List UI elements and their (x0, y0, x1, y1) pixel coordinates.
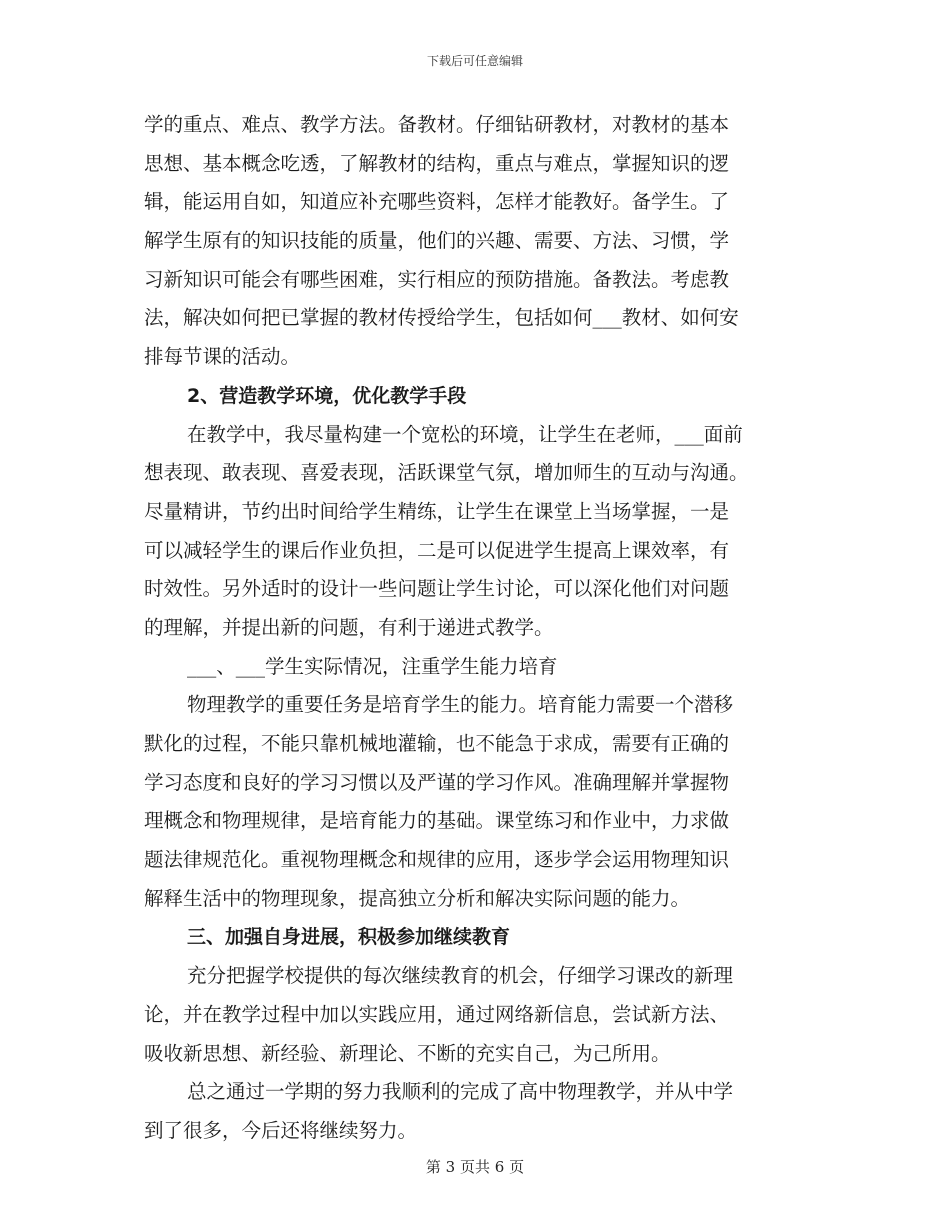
text-line: 可以减轻学生的课后作业负担，二是可以促进学生提高上课效率，有 (144, 538, 730, 562)
text-line: 题法律规范化。重视物理概念和规律的应用，逐步学会运用物理知识 (144, 848, 730, 872)
text-line: ___、___学生实际情况，注重学生能力培育 (187, 654, 558, 678)
text-line: 论，并在教学过程中加以实践应用，通过网络新信息，尝试新方法、 (144, 1002, 730, 1026)
text-line: 想表现、敢表现、喜爱表现，活跃课堂气氛，增加师生的互动与沟通。 (144, 461, 749, 485)
text-line: 吸收新思想、新经验、新理论、不断的充实自己，为己所用。 (144, 1041, 671, 1065)
text-line: 时效性。另外适时的设计一些问题让学生讨论，可以深化他们对问题 (144, 577, 730, 601)
text-line: 总之通过一学期的努力我顺利的完成了高中物理教学，并从中学 (187, 1080, 734, 1104)
text-line: 思想、基本概念吃透，了解教材的结构，重点与难点，掌握知识的逻 (144, 151, 730, 175)
text-line: 学的重点、难点、教学方法。备教材。仔细钻研教材，对教材的基本 (144, 113, 730, 136)
text-line: 物理教学的重要任务是培育学生的能力。培育能力需要一个潜移 (187, 693, 734, 717)
page-number: 第 3 页共 6 页 (425, 1158, 525, 1176)
text-line: 解释生活中的物理现象，提高独立分析和解决实际问题的能力。 (144, 886, 691, 910)
text-line: 习新知识可能会有哪些困难，实行相应的预防措施。备教法。考虑教 (144, 267, 730, 291)
text-line: 默化的过程，不能只靠机械地灌输，也不能急于求成，需要有正确的 (144, 732, 730, 755)
section-heading: 三、加强自身进展，积极参加继续教育 (187, 926, 511, 949)
text-line: 法，解决如何把已掌握的教材传授给学生，包括如何___教材、如何安 (144, 306, 739, 330)
text-line: 的理解，并提出新的问题，有利于递进式教学。 (144, 615, 554, 639)
text-line: 尽量精讲，节约出时间给学生精练，让学生在课堂上当场掌握，一是 (144, 499, 730, 523)
page-header: 下载后可任意编辑 (426, 54, 523, 68)
section-heading: 2、营造教学环境，优化教学手段 (187, 384, 467, 407)
text-line: 排每节课的活动。 (144, 345, 301, 369)
text-line: 解学生原有的知识技能的质量，他们的兴趣、需要、方法、习惯，学 (144, 229, 730, 253)
text-line: 到了很多，今后还将继续努力。 (144, 1118, 418, 1142)
text-line: 在教学中，我尽量构建一个宽松的环境，让学生在老师，___面前 (187, 422, 743, 446)
text-line: 充分把握学校提供的每次继续教育的机会，仔细学习课改的新理 (187, 964, 734, 988)
text-line: 辑，能运用自如，知道应补充哪些资料，怎样才能教好。备学生。了 (144, 190, 730, 214)
text-line: 理概念和物理规律，是培育能力的基础。课堂练习和作业中，力求做 (144, 809, 730, 833)
document-body (144, 106, 804, 1151)
text-line: 学习态度和良好的学习习惯以及严谨的学习作风。准确理解并掌握物 (144, 770, 730, 794)
